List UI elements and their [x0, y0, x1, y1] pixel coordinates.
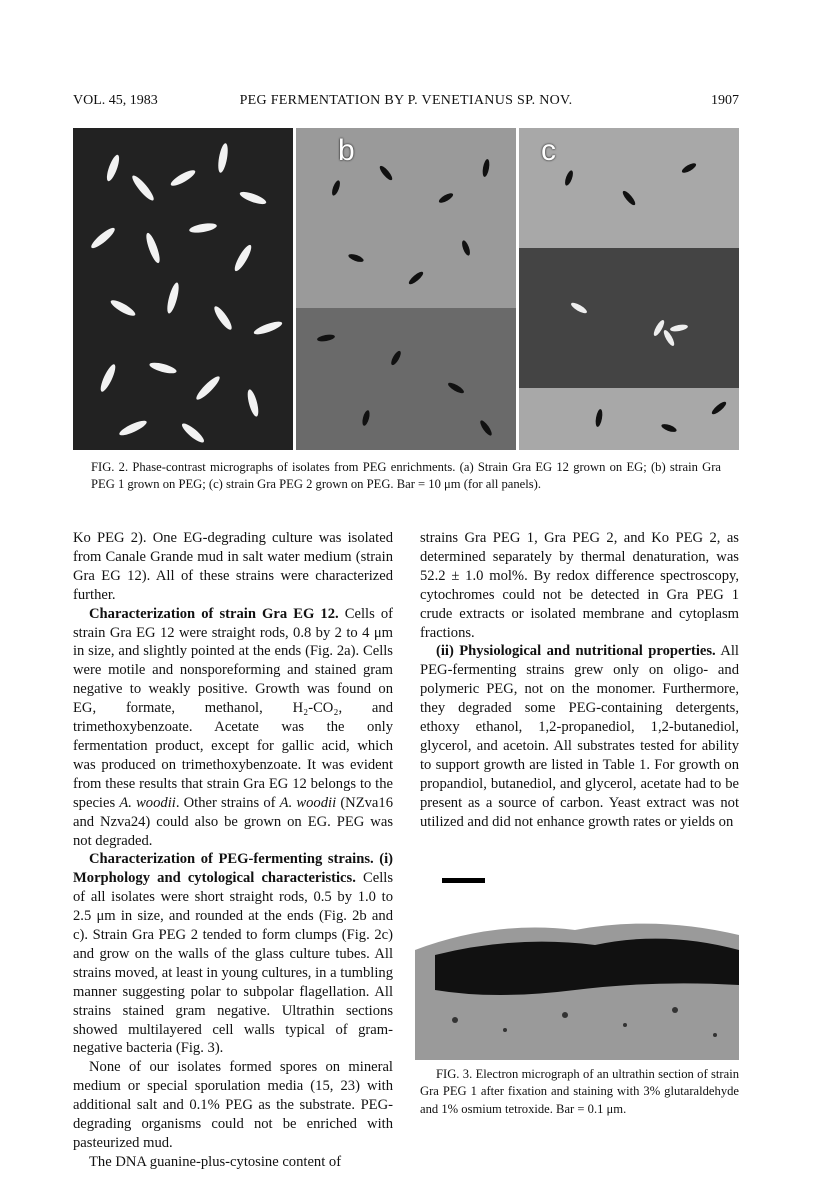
micrograph-panel-b [296, 128, 516, 450]
figure-3-caption: FIG. 3. Electron micrograph of an ultrathin section of strain Gra PEG 1 after fixation and staining with 3% glutaraldehyde and 1% osmium tetroxide. Bar = 0.1 μm. [420, 1067, 739, 1116]
left-column [73, 529, 393, 1172]
paragraph: (ii) Physiological and nutritional properties. All PEG-fermenting strains grew only on oligo- and polymeric PEG, not on the monomer. Furthermore, they degraded some PEG-containing detergents, ethoxy ethanol, 1,2-propanediol, 1,2-butanediol, glycerol, and acetoin. All substrates tested for ability to support growth are listed in Table 1. For growth on propandiol, butanediol, and glycerol, acetate had to be present as a source of carbon. Yeast extract was not utilized and did not enhance growth rates or yields on [420, 643, 739, 830]
micrograph-panel-a [73, 128, 293, 450]
figure-2-caption: FIG. 2. Phase-contrast micrographs of isolates from PEG enrichments. (a) Strain Gra EG 12 grown on EG; (b) strain Gra PEG 1 grown on PEG; (c) strain Gra PEG 2 grown on PEG. Bar = 10 μm (for all panels). [91, 460, 721, 491]
journal-volume: VOL. 45, 1983 [73, 93, 158, 108]
figure-3-electron-micrograph [415, 910, 739, 1060]
section-heading: (ii) Physiological and nutritional properties. [436, 643, 716, 660]
figure-2-micrographs [73, 128, 739, 450]
running-header [73, 93, 739, 113]
page-number: 1907 [711, 93, 739, 108]
paragraph: The DNA guanine-plus-cytosine content of [89, 1153, 342, 1170]
paragraph: strains Gra PEG 1, Gra PEG 2, and Ko PEG 2, as determined separately by thermal denaturation, was 52.2 ± 1.0 mol%. By redox difference spectroscopy, cytochromes could not be detected in Gra PEG 1 crude extracts or isolated membrane and cytoplasm fractions. [420, 530, 739, 641]
running-title: PEG FERMENTATION BY P. VENETIANUS SP. NOV. [239, 93, 573, 108]
micrograph-panel-c [519, 128, 739, 450]
panel-label-c: c [541, 134, 556, 167]
paragraph: Ko PEG 2). One EG-degrading culture was isolated from Canale Grande mud in salt water medium (strain Gra EG 12). All of these strains were characterized further. [73, 530, 393, 603]
panel-label-b: b [338, 134, 355, 167]
paragraph: Characterization of strain Gra EG 12. Cells of strain Gra EG 12 were straight rods, 0.8 by 2 to 4 μm in size, and slightly pointed at the ends (Fig. 2a). Cells were motile and nonsporeforming and stained gram negative to weakly positive. Growth was found on EG, formate, methanol, H₂-CO₂, and trimethoxybenzoate. Acetate was the only fermentation product, except for gallic acid, which was produced on trimethoxybenzoate. It was evident from these results that strain Gra EG 12 belongs to the species A. woodii. Other strains of A. woodii (NZva16 and Nzva24) could also be grown on EG. PEG was not degraded. [73, 605, 393, 849]
section-heading: Characterization of PEG-fermenting strains. (i) Morphology and cytological characteristics. [73, 851, 393, 887]
paragraph: Characterization of PEG-fermenting strains. (i) Morphology and cytological characteristics. Cells of all isolates were short straight rods, 0.5 by 1.0 to 2.5 μm in size, and rounded at the ends (Fig. 2b and c). Strain Gra PEG 2 tended to form clumps (Fig. 2c) and grow on the walls of the glass culture tubes. All strains moved, at least in young cultures, in a tumbling manner suggesting polar to subpolar flagellation. All strains stained gram negative. Ultrathin sections showed multilayered cell walls typical of gram-negative bacteria (Fig. 3). [73, 851, 393, 1057]
right-column [420, 529, 739, 832]
figure-3-scale-bar [442, 878, 485, 883]
section-heading: Characterization of strain Gra EG 12. [89, 605, 339, 622]
paragraph: None of our isolates formed spores on mineral medium or special sporulation media (15, 23) with additional salt and 0.1% PEG as the substrate. PEG-degrading organisms could not be enriched with pasteurized mud. [73, 1059, 393, 1151]
